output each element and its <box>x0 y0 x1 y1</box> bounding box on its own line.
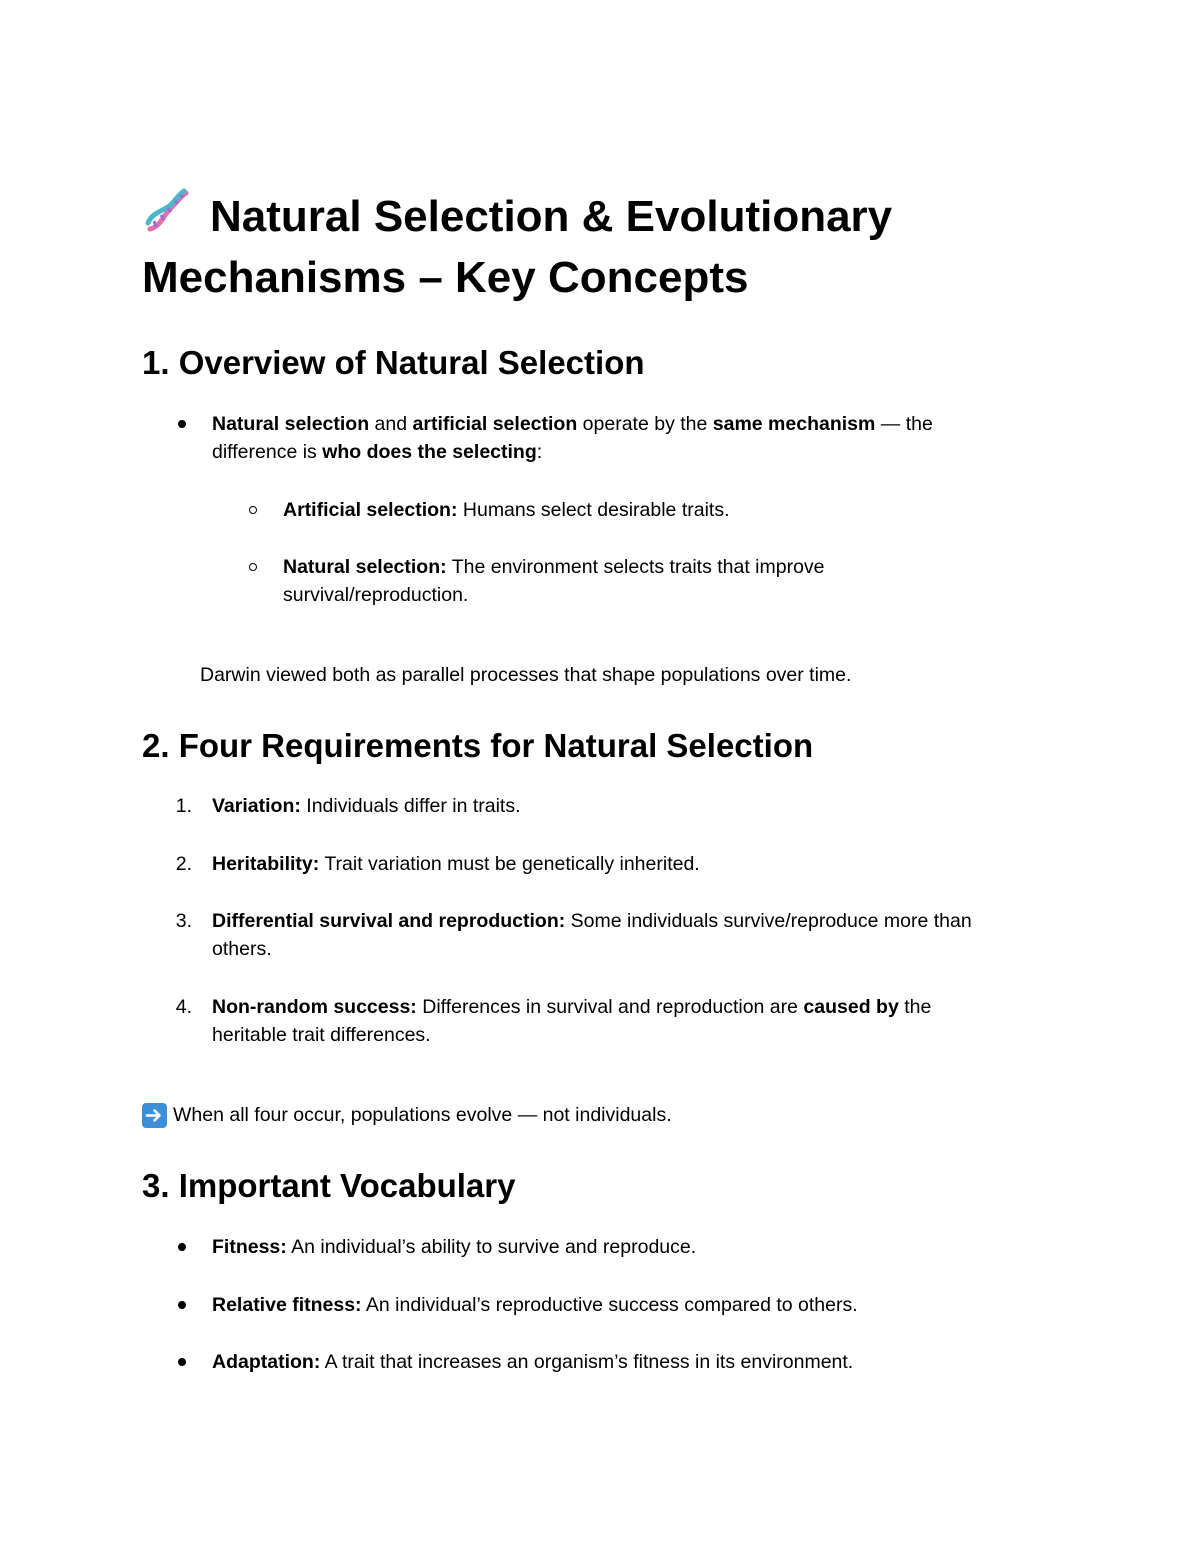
text-span: An individual’s reproductive success compared to others. <box>361 1294 858 1316</box>
bold-term: Differential survival and reproduction: <box>212 910 566 932</box>
vocab-item <box>212 1291 858 1319</box>
bullet-dot <box>178 1358 186 1366</box>
section-1-heading: 1. Overview of Natural Selection <box>142 344 645 381</box>
text-span: Individuals differ in traits. <box>300 795 521 817</box>
s1-bullet-line-1 <box>212 410 933 438</box>
bold-term: Adaptation: <box>212 1351 321 1373</box>
text-span: : <box>536 441 543 463</box>
dna-icon <box>142 187 192 237</box>
s1-bullet-line-2 <box>212 438 542 466</box>
list-number: 1. <box>175 795 192 817</box>
list-item-cont: heritable trait differences. <box>212 1024 431 1046</box>
vocab-item <box>212 1233 696 1261</box>
text-span: Differences in survival and reproduction are <box>416 996 804 1018</box>
s1-note: Darwin viewed both as parallel processes that shape populations over time. <box>200 664 852 686</box>
right-arrow-glyph <box>142 1103 167 1128</box>
section-2-heading: 2. Four Requirements for Natural Selection <box>142 727 814 764</box>
bold-term: Non-random success: <box>212 996 417 1018</box>
bold-term: Natural selection: <box>283 556 447 578</box>
list-item <box>212 792 521 820</box>
text-span: Some individuals survive/reproduce more than <box>565 910 972 932</box>
s1-sub-item-1 <box>283 496 730 524</box>
text-span: A trait that increases an organism’s fitness in its environment. <box>320 1351 854 1373</box>
text-span: The environment selects traits that improve <box>446 556 825 578</box>
bold-term: Relative fitness: <box>212 1294 362 1316</box>
list-item <box>212 907 972 935</box>
text-span: difference is <box>212 441 323 463</box>
text-span: and <box>369 413 413 435</box>
text-span: operate by the <box>577 413 713 435</box>
s1-sub-item-2-cont: survival/reproduction. <box>283 584 469 606</box>
bold-term: Fitness: <box>212 1236 287 1258</box>
list-number: 3. <box>175 910 192 932</box>
list-item <box>212 993 931 1021</box>
text-span: the <box>898 996 932 1018</box>
bold-term: Variation: <box>212 795 301 817</box>
bullet-dot <box>178 1301 186 1309</box>
title-text-1: Natural Selection & Evolutionary <box>210 192 893 241</box>
text-span: — the <box>875 413 933 435</box>
bold-term: Artificial selection: <box>283 499 458 521</box>
sub-bullet-circle <box>249 506 257 514</box>
bold-term: artificial selection <box>412 413 578 435</box>
text-span: Trait variation must be genetically inherited. <box>319 853 700 875</box>
page-title <box>142 186 1102 308</box>
sub-bullet-circle <box>249 563 257 571</box>
bold-term: same mechanism <box>712 413 876 435</box>
text-span: An individual’s ability to survive and reproduce. <box>286 1236 697 1258</box>
list-number: 2. <box>175 853 192 875</box>
bullet-dot <box>178 1243 186 1251</box>
right-arrow-icon <box>142 1103 167 1128</box>
title-line-2: Mechanisms – Key Concepts <box>142 253 749 302</box>
s2-note: When all four occur, populations evolve — not individuals. <box>173 1104 672 1126</box>
bold-term: Natural selection <box>212 413 370 435</box>
list-item <box>212 850 700 878</box>
s1-sub-item-2 <box>283 553 825 581</box>
section-3-heading: 3. Important Vocabulary <box>142 1167 516 1204</box>
bold-term: Heritability: <box>212 853 320 875</box>
list-number: 4. <box>175 996 192 1018</box>
bullet-dot <box>178 420 186 428</box>
vocab-item <box>212 1348 853 1376</box>
text-span: Humans select desirable traits. <box>457 499 730 521</box>
list-item-cont: others. <box>212 938 272 960</box>
title-line-1 <box>142 186 1102 247</box>
bold-term: caused by <box>803 996 899 1018</box>
bold-term: who does the selecting <box>322 441 537 463</box>
